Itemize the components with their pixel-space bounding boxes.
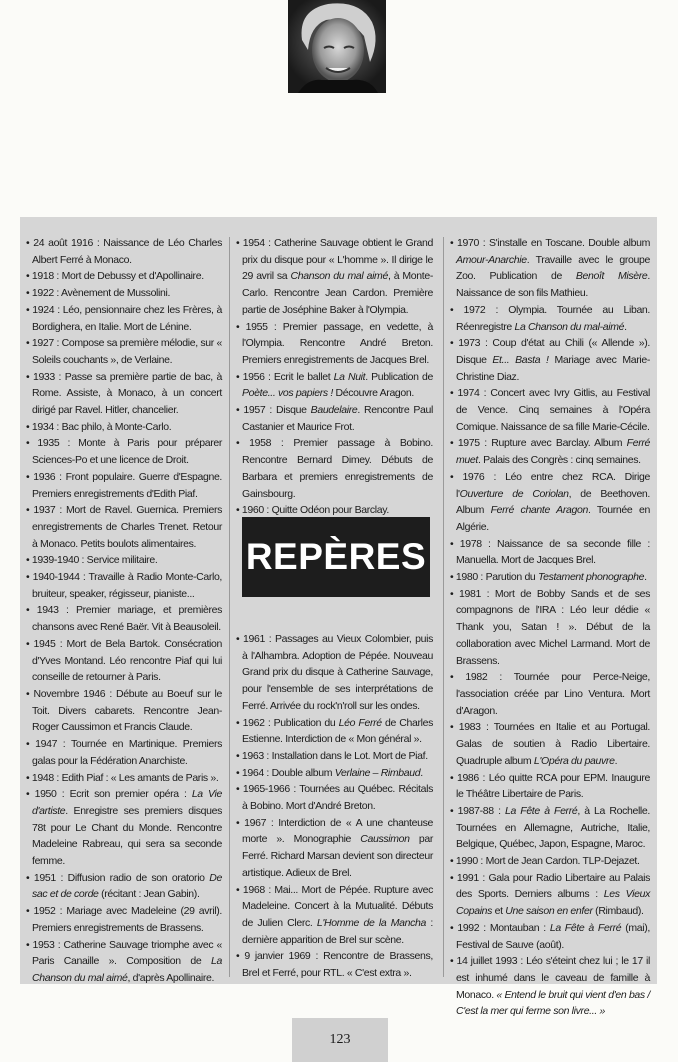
entry-text: 1958 : Premier passage à Bobino. Rencontre Bernard Dimey. Débuts de Barbara et premiers enregistrements de Gainsbourg. <box>242 437 433 500</box>
entry-text: 1950 : Ecrit son premier opéra : <box>34 788 192 801</box>
entry-italic-title: L'Opéra du pauvre <box>533 754 615 767</box>
entry-text: : dernière apparition de Brel sur scène. <box>242 916 433 946</box>
entry-italic-title: Une saison en enfer <box>505 905 593 918</box>
chronology-entry <box>236 781 433 814</box>
entry-text: , à Monte-Carlo. Rencontre Jean Cardon. Première partie de Joséphine Baker à l'Olympia. <box>242 270 433 316</box>
column-divider <box>229 237 230 977</box>
portrait-photo <box>288 0 386 93</box>
entry-text: (récitant : Jean Gabin). <box>98 888 200 901</box>
entry-text: , à La Rochelle. Tournées en Allemagne, Autriche, Italie, Belgique, Québec, Japon, Espagne, Maroc. <box>456 804 650 851</box>
entry-italic-title: Ouverture de Coriolan <box>459 487 569 500</box>
entry-text: . Tournée en Algérie. <box>456 504 650 533</box>
entry-text: 1933 : Passe sa première partie de bac, à Rome. Assiste, à Monaco, à un concert dirigé par Ravel. Hitler, chancelier. <box>32 370 222 417</box>
chronology-entry <box>26 602 222 635</box>
entry-italic-title: Léo Ferré <box>338 716 382 729</box>
chronology-column-1 <box>26 235 223 984</box>
entry-text: Découvre Aragon. <box>332 387 414 400</box>
chronology-entry <box>26 419 222 436</box>
entry-text: 14 juillet 1993 : Léo s'éteint chez lui ; le 17 il est inhumé dans le caveau de famille à Monaco. <box>456 955 650 1001</box>
entry-italic-title: La Fête à Ferré <box>504 804 578 817</box>
entry-text: 1934 : Bac philo, à Monte-Carlo. <box>31 420 172 433</box>
entry-text: 1953 : Catherine Sauvage triomphe avec « Paris Canaille ». Composition de <box>32 938 222 968</box>
chronology-entry <box>450 385 650 435</box>
section-title: REPÈRES <box>245 536 427 577</box>
entry-text: . <box>644 571 647 584</box>
entry-italic-title: Ferré muet <box>456 437 650 467</box>
chronology-entry <box>26 636 222 686</box>
entry-text: par Ferré. Richard Marsan devient son directeur artistique. Adieux de Brel. <box>242 833 433 879</box>
entry-text: 1982 : Tournée pour Perce-Neige, l'association créée par Lino Ventura. Mort d'Aragon. <box>456 671 650 717</box>
chronology-column-2-top <box>236 235 433 519</box>
entry-text: . Enregistre ses premiers disques 78t pour Le Chant du Monde. Rencontre Madeleine Rabreau, qui sera sa seconde femme. <box>32 804 222 868</box>
entry-italic-title: Baudelaire <box>310 404 358 417</box>
chronology-entry <box>26 569 222 602</box>
chronology-entry <box>26 502 222 552</box>
portrait-image <box>288 0 386 93</box>
entry-italic-title: Les Vieux Copains <box>456 888 650 918</box>
entry-italic-title: Et... Basta ! <box>492 353 549 366</box>
entry-italic-title: « Entend le bruit qui vient d'en bas / C'est la mer qui ferme son livre... » <box>456 988 650 1018</box>
chronology-entry <box>450 853 650 870</box>
entry-text: 1987-88 : <box>457 804 505 817</box>
entry-text: 1954 : Catherine Sauvage obtient le Grand prix du disque pour « L'homme ». Il dirige le 29 avril sa <box>242 237 433 283</box>
entry-text: 1960 : Quitte Odéon pour Barclay. <box>241 504 389 517</box>
entry-text: (Rimbaud). <box>592 905 644 918</box>
entry-text: 1986 : Léo quitte RCA pour EPM. Inaugure le Théâtre Libertaire de Paris. <box>456 771 650 801</box>
entry-text: 1943 : Premier mariage, et premières chansons avec René Baër. Vit à Beausoleil. <box>32 604 222 634</box>
entry-text: 1956 : Ecrit le ballet <box>242 370 334 383</box>
entry-text: 1974 : Concert avec Ivry Gitlis, au Festival de Vence. Cinq semaines à l'Opéra Comique. Naissance de sa fille Marie-Cécile. <box>456 387 650 433</box>
chronology-entry <box>26 903 222 936</box>
entry-italic-title: De sac et de corde <box>32 871 222 901</box>
chronology-entry <box>236 369 433 402</box>
entry-text: 1924 : Léo, pensionnaire chez les Frères, à Bordighera, en Italie. Mort de Lénine. <box>32 303 222 333</box>
entry-text: . Naissance de son fils Mathieu. <box>456 270 650 300</box>
entry-italic-title: La Nuit <box>333 370 366 383</box>
chronology-entry <box>236 948 433 981</box>
chronology-entry <box>26 285 222 302</box>
entry-text: . Publication de <box>365 370 433 383</box>
entry-text: 1952 : Mariage avec Madeleine (29 avril). Premiers enregistrements de Brassens. <box>32 905 222 934</box>
entry-text: 1937 : Mort de Ravel. Guernica. Premiers enregistrements de Charles Trenet. Retour à Monaco. Petits boulots alimentaires. <box>32 504 222 550</box>
chronology-entry <box>450 870 650 920</box>
entry-text: 1975 : Rupture avec Barclay. Album <box>457 437 627 450</box>
entry-text: 1991 : Gala pour Radio Libertaire au Palais des Sports. Derniers albums : <box>456 871 650 901</box>
chronology-entry <box>450 953 650 1020</box>
entry-italic-title: Caussimon <box>360 833 410 846</box>
entry-text: 1976 : Léo entre chez RCA. Dirige l' <box>456 470 650 500</box>
entry-text: 1963 : Installation dans le Lot. Mort de Piaf. <box>241 749 428 762</box>
chronology-entry <box>450 435 650 468</box>
entry-text: 1967 : Interdiction de « A une chanteuse morte ». Monographie <box>242 816 433 846</box>
entry-italic-title: La Chanson du mal-aimé <box>514 320 625 333</box>
page-number: 123 <box>329 1032 351 1047</box>
chronology-entry <box>26 235 222 268</box>
entry-text: 1957 : Disque <box>243 404 311 417</box>
chronology-entry <box>450 569 650 586</box>
entry-text: 1992 : Montauban : <box>457 921 550 934</box>
chronology-entry <box>450 469 650 536</box>
entry-text: 1980 : Parution du <box>455 571 538 584</box>
entry-text: 1970 : S'installe en Toscane. Double album <box>457 237 650 249</box>
entry-text: , d'après Apollinaire. <box>127 971 215 984</box>
entry-text: 1940-1944 : Travaille à Radio Monte-Carlo, bruiteur, speaker, régisseur, pianiste... <box>32 571 223 600</box>
chronology-entry <box>26 686 222 736</box>
entry-text: Mariage avec Marie-Christine Diaz. <box>456 353 650 383</box>
column-divider <box>443 237 444 977</box>
entry-italic-title: L'Homme de la Mancha <box>316 916 426 929</box>
chronology-entry <box>236 319 433 369</box>
entry-text: 1968 : Mai... Mort de Pépée. Rupture avec Madeleine. Concert à la Mutualité. Débuts de Julien Clerc. <box>242 883 433 929</box>
entry-text: 1973 : Coup d'état au Chili (« Allende »). Disque <box>456 337 650 366</box>
entry-text: . <box>614 754 618 767</box>
chronology-entry <box>236 631 433 715</box>
chronology-entry <box>26 736 222 769</box>
chronology-entry <box>450 536 650 569</box>
entry-text: 1936 : Front populaire. Guerre d'Espagne. Premiers enregistrements d'Edith Piaf. <box>32 470 222 500</box>
entry-text: 1965-1966 : Tournées au Québec. Récitals à Bobino. Mort d'André Breton. <box>242 783 433 813</box>
entry-italic-title: La Fête à Ferré <box>549 921 622 934</box>
chronology-entry <box>236 402 433 435</box>
chronology-entry <box>450 719 650 769</box>
chronology-entry <box>26 302 222 335</box>
entry-text: . <box>420 766 423 779</box>
chronology-entry <box>450 235 650 302</box>
chronology-entry <box>26 937 222 987</box>
chronology-entry <box>26 552 222 569</box>
chronology-entry <box>450 770 650 803</box>
entry-text: 1918 : Mort de Debussy et d'Apollinaire. <box>31 270 204 283</box>
entry-italic-title: Verlaine – Rimbaud <box>334 766 421 779</box>
entry-text: 9 janvier 1969 : Rencontre de Brassens, Brel et Ferré, pour RTL. « C'est extra ». <box>242 950 433 980</box>
chronology-entry <box>26 335 222 368</box>
entry-text: 1962 : Publication du <box>242 716 339 729</box>
entry-text: 1981 : Mort de Bobby Sands et de ses compagnons de l'IRA : Léo leur dédie « Thank you, Satan ! ». Début de la collaboration avec Michel Larmand. Mort de Brassens. <box>456 587 650 667</box>
entry-text: 1945 : Mort de Bela Bartok. Consécration d'Yves Montand. Léo rencontre Piaf qui lui conseille de retourner à Paris. <box>32 637 222 684</box>
chronology-entry <box>26 469 222 502</box>
entry-italic-title: La Chanson du mal aimé <box>32 955 222 984</box>
chronology-entry <box>450 302 650 335</box>
chronology-entry <box>26 369 222 419</box>
entry-text: 1927 : Compose sa première mélodie, sur « Soleils couchants », de Verlaine. <box>31 337 222 366</box>
chronology-entry <box>26 435 222 468</box>
entry-text: , de Beethoven. Album <box>456 487 650 517</box>
entry-text: . <box>624 320 627 333</box>
chronology-entry <box>450 586 650 670</box>
entry-italic-title: Chanson du mal aimé <box>290 270 388 283</box>
reperes-title-box <box>242 517 430 597</box>
entry-italic-title: Ferré chante Aragon <box>490 504 588 517</box>
chronology-column-2-bottom <box>236 631 433 982</box>
chronology-entry <box>450 920 650 953</box>
chronology-entry <box>450 803 650 853</box>
entry-text: . Palais des Congrès : cinq semaines. <box>477 454 641 467</box>
entry-italic-title: Testament phonographe <box>538 571 645 584</box>
chronology-entry <box>26 786 222 870</box>
entry-text: 1978 : Naissance de sa seconde fille : Manuella. Mort de Jacques Brel. <box>456 537 650 567</box>
entry-text: 1948 : Edith Piaf : « Les amants de Paris ». <box>31 771 219 784</box>
chronology-panel <box>20 217 657 1018</box>
chronology-entry <box>450 669 650 719</box>
entry-text: 1955 : Premier passage, en vedette, à l'Olympia. Rencontre André Breton. Premiers enregistrements de Jacques Brel. <box>242 320 433 366</box>
entry-italic-title: La Vie d'artiste <box>32 788 222 817</box>
chronology-entry <box>26 268 222 285</box>
entry-text: 1939-1940 : Service militaire. <box>31 554 158 567</box>
entry-text: de Charles Estienne. Interdiction de « Mon général ». <box>242 716 433 746</box>
chronology-column-2 <box>236 235 433 980</box>
chronology-entry <box>236 235 433 319</box>
entry-italic-title: Benoît Misère <box>575 270 648 283</box>
entry-text: 1983 : Tournées en Italie et au Portugal. Galas de soutien à Radio Libertaire. Quadruple album <box>456 721 650 767</box>
chronology-entry <box>236 765 433 782</box>
chronology-entry <box>236 748 433 765</box>
entry-text: Novembre 1946 : Débute au Boeuf sur le Toit. Divers cabarets. Rencontre Jean-Roger Caussimon et Francis Claude. <box>32 687 222 734</box>
chronology-entry <box>236 435 433 502</box>
entry-italic-title: Poète... vos papiers ! <box>242 387 333 400</box>
entry-text: 1922 : Avènement de Mussolini. <box>31 287 171 300</box>
entry-text: . Travaille avec le groupe Zoo. Publication de <box>456 253 650 283</box>
entry-text: 1990 : Mort de Jean Cardon. TLP-Dejazet. <box>455 855 640 868</box>
entry-text: 1964 : Double album <box>241 766 335 779</box>
entry-text: . Rencontre Paul Castanier et Maurice Frot. <box>242 404 433 433</box>
chronology-entry <box>236 715 433 748</box>
entry-text: (mai), Festival de Sauve (août). <box>456 921 650 951</box>
entry-text: 1972 : Olympia. Tournée au Liban. Réenregistre <box>456 303 650 333</box>
chronology-entry <box>26 770 222 787</box>
entry-text: et <box>492 905 506 918</box>
entry-text: 1947 : Tournée en Martinique. Premiers galas pour la Fédération Anarchiste. <box>32 738 222 767</box>
entry-text: 1935 : Monte à Paris pour préparer Sciences-Po et une licence de Droit. <box>32 437 222 467</box>
chronology-entry <box>450 335 650 385</box>
chronology-entry <box>236 882 433 949</box>
chronology-entry <box>236 815 433 882</box>
chronology-entry <box>26 870 222 903</box>
entry-text: 1951 : Diffusion radio de son oratorio <box>33 871 210 884</box>
chronology-column-3 <box>450 235 650 1018</box>
entry-italic-title: Amour-Anarchie <box>456 253 527 266</box>
entry-text: 24 août 1916 : Naissance de Léo Charles Albert Ferré à Monaco. <box>32 237 222 266</box>
entry-text: 1961 : Passages au Vieux Colombier, puis à l'Alhambra. Adoption de Pépée. Nouveau Grand prix du disque à Catherine Sauvage, pour l'ensemble de ses interprétations de Ferré. Arrivée du rock'n'roll sur les ondes. <box>242 633 433 712</box>
page-number-box <box>292 1018 388 1062</box>
